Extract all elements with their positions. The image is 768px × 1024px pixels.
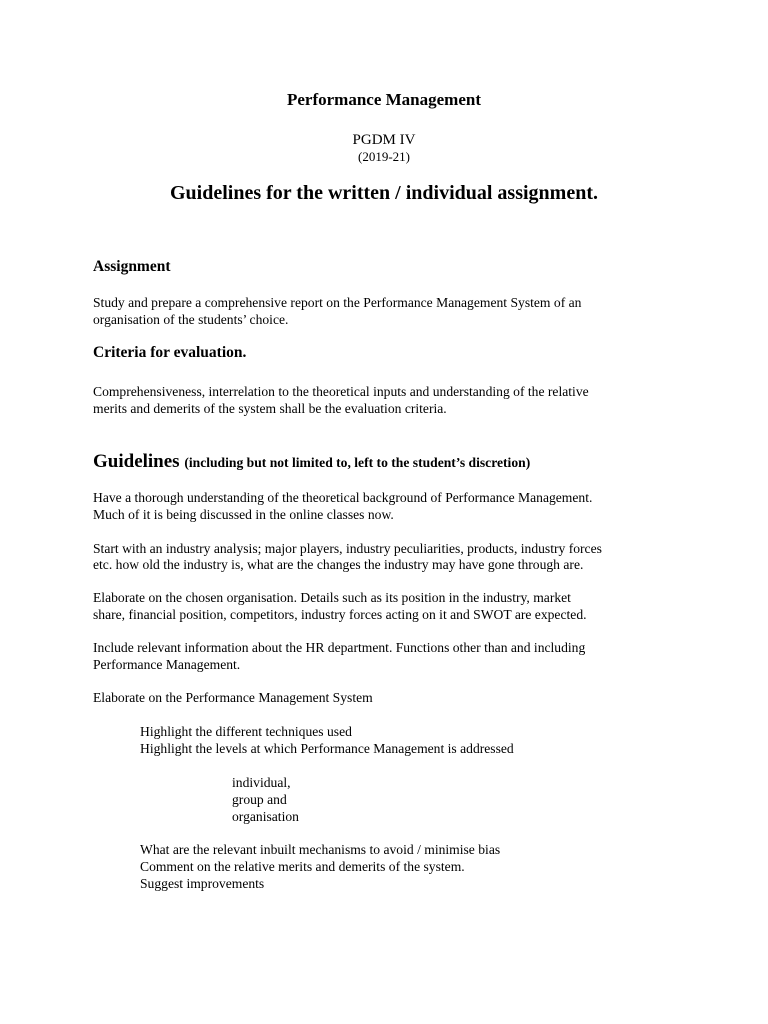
guideline-para2-line-2: etc. how old the industry is, what are the changes the industry may have gone through are. [93,557,584,572]
criteria-line-1: Comprehensiveness, interrelation to the theoretical inputs and understanding of the relative [93,384,589,399]
sub-point-levels: Highlight the levels at which Performance Management is addressed [140,741,514,756]
guideline-para5: Elaborate on the Performance Management System [93,690,373,705]
document-title: Performance Management [286,90,481,109]
guideline-para4-line-1: Include relevant information about the HR department. Functions other than and including [93,640,586,655]
guideline-para1-line-1: Have a thorough understanding of the theoretical background of Performance Management. [93,490,593,505]
level-individual: individual, [232,775,291,790]
criteria-line-2: merits and demerits of the system shall be the evaluation criteria. [93,401,447,416]
guideline-para4-line-2: Performance Management. [93,657,241,672]
sub-point-techniques: Highlight the different techniques used [140,724,352,739]
assignment-line-1: Study and prepare a comprehensive report on the Performance Management System of an [93,295,582,310]
sub-point-improvements: Suggest improvements [140,876,265,891]
guideline-para3-line-1: Elaborate on the chosen organisation. Details such as its position in the industry, market [93,590,571,605]
guidelines-note: (including but not limited to, left to the student’s discretion) [184,455,531,470]
level-organisation: organisation [232,809,299,824]
years-label: (2019-21) [358,149,410,164]
assignment-heading: Assignment [93,258,171,275]
level-group: group and [232,792,287,807]
program-label: PGDM IV [352,132,416,148]
document-subtitle: Guidelines for the written / individual assignment. [169,182,598,204]
sub-point-bias: What are the relevant inbuilt mechanisms to avoid / minimise bias [140,842,501,857]
guideline-para1-line-2: Much of it is being discussed in the online classes now. [93,507,394,522]
guidelines-title: Guidelines [93,451,180,472]
guideline-para2-line-1: Start with an industry analysis; major players, industry peculiarities, products, industry forces [93,541,602,556]
assignment-line-2: organisation of the students’ choice. [93,312,289,327]
guideline-para3-line-2: share, financial position, competitors, industry forces acting on it and SWOT are expected. [93,607,587,622]
criteria-heading: Criteria for evaluation. [93,344,247,361]
guidelines-heading [93,451,530,473]
sub-point-merits: Comment on the relative merits and demerits of the system. [140,859,465,874]
